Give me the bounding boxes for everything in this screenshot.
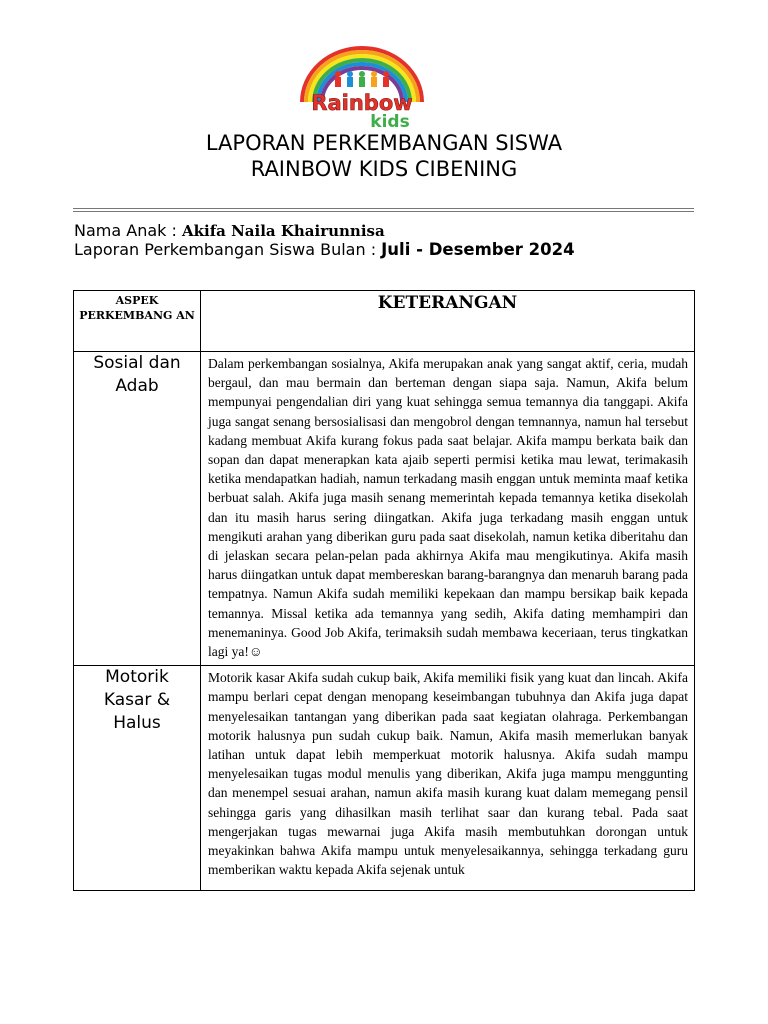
report-period-value: Juli - Desember 2024 bbox=[381, 240, 575, 259]
header-keterangan-cell: KETERANGAN bbox=[201, 291, 695, 352]
header-divider bbox=[73, 208, 694, 209]
rainbow-kids-logo bbox=[288, 40, 436, 130]
svg-text:Rainbow: Rainbow bbox=[311, 91, 413, 115]
aspek-cell-sosial: Sosial dan Adab bbox=[74, 352, 201, 666]
report-title: LAPORAN PERKEMBANGAN SISWA bbox=[205, 131, 563, 155]
table-row bbox=[74, 352, 695, 666]
header-divider-secondary bbox=[73, 211, 694, 212]
table-header-row bbox=[74, 291, 695, 352]
aspek-cell-motorik: Motorik Kasar & Halus bbox=[74, 666, 201, 891]
development-report-table bbox=[73, 290, 695, 891]
table-row bbox=[74, 666, 695, 891]
student-name-line bbox=[74, 221, 385, 240]
report-period-label: Laporan Perkembangan Siswa Bulan : bbox=[74, 240, 382, 259]
student-name-value: Akifa Naila Khairunnisa bbox=[181, 222, 385, 240]
student-name-label: Nama Anak : bbox=[74, 221, 182, 240]
header-aspek-cell: ASPEK PERKEMBANG AN bbox=[74, 291, 201, 352]
svg-text:kids: kids bbox=[370, 112, 410, 130]
keterangan-text-motorik: Motorik kasar Akifa sudah cukup baik, Akifa memiliki fisik yang kuat dan lincah. Akifa mampu berlari cepat dengan menopang keseimbangan tubuhnya dan Akifa juga dapat menyelesaikan tantangan yang diberikan pada saat kegiatan olahraga. Perkembangan motorik halusnya pun sudah cukup baik. Namun, Akifa masih memerlukan banyak latihan untuk dapat lebih memperkuat motorik halusnya. Akifa sudah mampu menyelesaikan tugas modul menulis yang diberikan, Akifa juga mampu menggunting dan menempel sesuai arahan, namun akifa masih kurang kuat dalam memegang pensil sehingga garis yang dihasilkan masih terlihat saar dan kurang tebal. Pada saat mengerjakan tugas mewarnai juga Akifa masih membutuhkan dorongan untuk meyakinkan bahwa Akifa mampu untuk menyelesaikannya, sehingga terkadang guru memberikan waktu kepada Akifa sejenak untuk bbox=[208, 670, 688, 878]
report-period-line bbox=[74, 240, 575, 259]
keterangan-cell-sosial: Dalam perkembangan sosialnya, Akifa merupakan anak yang sangat aktif, ceria, mudah bergaul, dan mau bermain dan berteman dengan siapa saja. Namun, Akifa belum mempunyai pengendalian diri yang kuat sehingga semua temannya dia tanggapi. Akifa juga sangat senang bersosialisasi dan mengobrol dengan temnannya, namun hal tersebut kadang membuat Akifa kurang fokus pada saat belajar. Akifa mampu berkata baik dan sopan dan dapat menerapkan kata ajaib seperti permisi ketika mau lewat, terimakasih ketika mendapatkan hadiah, namun terkadang masih enggan untuk meminta maaf ketika berbuat salah. Akifa juga masih senang memerintah kepada temannya ketika disekolah dan itu masih harus sering diingatkan. Akifa juga terkadang masih enggan untuk mengikuti arahan yang diberikan guru pada saat disekolah, namun ketika diberitahu dan di jelaskan secara pelan-pelan pada akhirnya Akifa mau mengikutinya. Akifa masih harus diingatkan untuk dapat membereskan barang-barangnya dan menaruh barang pada tempatnya. Namun Akifa sudah memiliki kepekaan dan mampu bersikap baik kepada temannya. Missal ketika ada temannya yang sedih, Akifa dating memhampiri dan menemaninya. Good Job Akifa, terimaksih sudah membawa keceriaan, terus tingkatkan lagi ya!☺ bbox=[201, 352, 695, 666]
keterangan-cell-motorik bbox=[201, 666, 695, 891]
school-name: RAINBOW KIDS CIBENING bbox=[250, 157, 518, 181]
